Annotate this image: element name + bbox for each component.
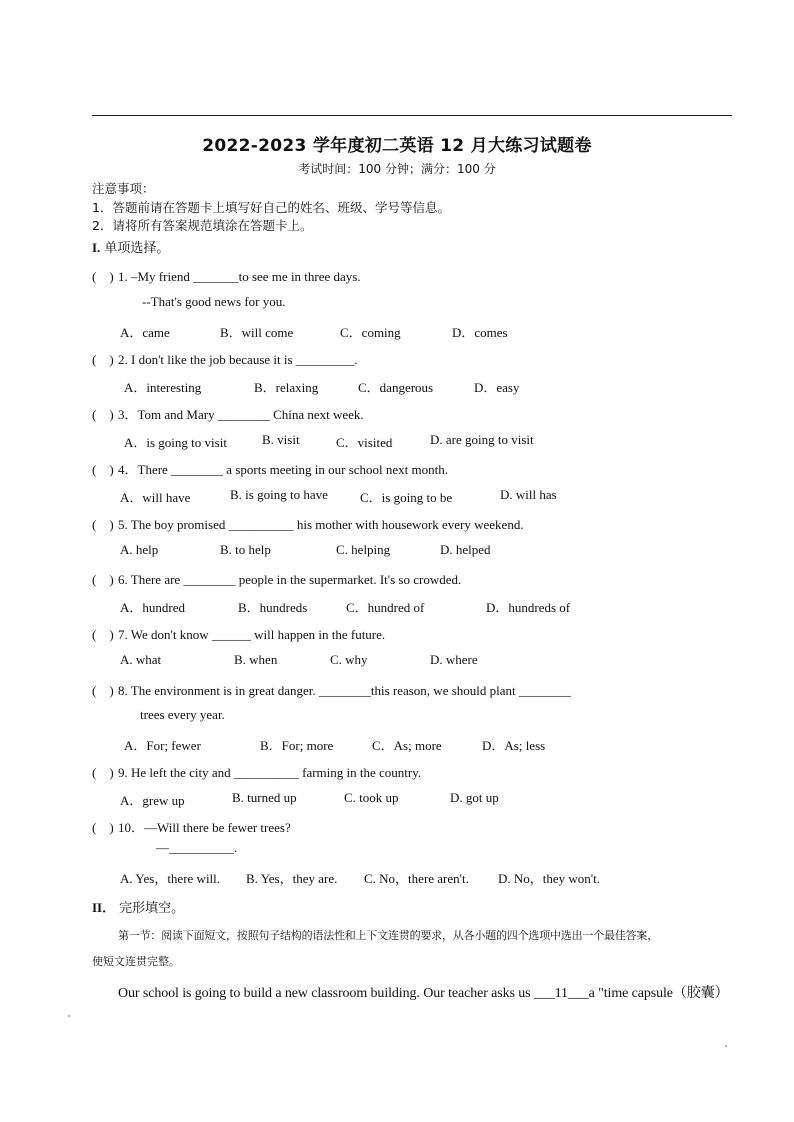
question-stem: 10．—Will there be fewer trees? [118, 820, 291, 835]
answer-bracket: ( ) [92, 683, 114, 698]
question-8 [92, 680, 571, 699]
answer-bracket: ( ) [92, 627, 114, 642]
question-10 [92, 817, 291, 836]
question-4-option-b: B. is going to have [230, 487, 328, 502]
question-2-option-b: B．relaxing [254, 380, 319, 395]
answer-bracket: ( ) [92, 517, 114, 532]
question-1 [92, 266, 361, 285]
question-6 [92, 569, 461, 588]
question-7-option-d: D. where [430, 652, 478, 667]
question-7-option-c: C. why [330, 652, 368, 667]
top-divider [92, 115, 732, 116]
question-10-option-b: B. Yes，they are. [246, 871, 338, 886]
question-1-option-c: C．coming [340, 325, 401, 340]
question-1-option-a: A．came [120, 325, 170, 340]
scan-speck [725, 1045, 727, 1047]
question-9-option-d: D. got up [450, 790, 499, 805]
question-3-option-a: A．is going to visit [124, 435, 227, 450]
question-4-option-d: D. will has [500, 487, 557, 502]
section-2-instruction-line-1: 第一节：阅读下面短文，按照句子结构的语法性和上下文连贯的要求，从各小题的四个选项中选出一个最佳答案， [118, 929, 658, 942]
section-2-number: II． [92, 900, 116, 915]
question-8-continuation: trees every year. [140, 707, 225, 722]
answer-bracket: ( ) [92, 269, 114, 284]
question-4 [92, 459, 448, 478]
question-2 [92, 349, 358, 368]
question-6-option-c: C．hundred of [346, 600, 425, 615]
question-9-option-c: C. took up [344, 790, 399, 805]
notes-label: 注意事项： [92, 181, 155, 196]
question-stem: 5. The boy promised __________ his mother with housework every weekend. [118, 517, 524, 532]
answer-bracket: ( ) [92, 407, 114, 422]
question-stem: 1. –My friend _______to see me in three days. [118, 269, 361, 284]
question-9-option-a: A．grew up [120, 793, 185, 808]
section-1-number: I. [92, 240, 101, 255]
section-1-title: 单项选择。 [104, 241, 170, 256]
section-2-title: 完形填空。 [119, 901, 185, 916]
question-4-option-a: A．will have [120, 490, 191, 505]
question-3 [92, 404, 364, 423]
question-10-option-d: D. No，they won't. [498, 871, 601, 886]
question-5 [92, 514, 524, 533]
question-7-option-a: A. what [120, 652, 162, 667]
section-2-heading [92, 897, 184, 916]
question-6-option-d: D．hundreds of [486, 600, 571, 615]
question-stem: 6. There are ________ people in the supermarket. It's so crowded. [118, 572, 462, 587]
question-5-option-d: D. helped [440, 542, 491, 557]
question-3-option-d: D. are going to visit [430, 432, 534, 447]
question-9-option-b: B. turned up [232, 790, 297, 805]
question-7-option-b: B. when [234, 652, 278, 667]
question-8-option-d: D．As; less [482, 738, 546, 753]
question-8-option-b: B．For; more [260, 738, 334, 753]
question-4-option-c: C．is going to be [360, 490, 453, 505]
question-2-option-c: C．dangerous [358, 380, 434, 395]
exam-time-info: 考试时间：100 分钟；满分：100 分 [298, 162, 496, 176]
question-8-option-a: A．For; fewer [124, 738, 201, 753]
question-stem: 3．Tom and Mary ________ China next week. [118, 407, 364, 422]
note-item-2: 2．请将所有答案规范填涂在答题卡上。 [92, 218, 313, 233]
question-1-option-b: B．will come [220, 325, 294, 340]
question-stem: 8. The environment is in great danger. ________this reason, we should plant ________ [118, 683, 571, 698]
question-stem: 2. I don't like the job because it is _________. [118, 352, 358, 367]
note-item-1: 1．答题前请在答题卡上填写好自己的姓名、班级、学号等信息。 [92, 200, 450, 215]
question-9 [92, 762, 421, 781]
question-stem: 9. He left the city and __________ farming in the country. [118, 765, 422, 780]
question-stem: 4．There ________ a sports meeting in our school next month. [118, 462, 449, 477]
question-6-option-b: B．hundreds [238, 600, 308, 615]
answer-bracket: ( ) [92, 352, 114, 367]
question-10-option-a: A. Yes，there will. [120, 871, 221, 886]
section-1-heading [92, 237, 169, 256]
answer-bracket: ( ) [92, 572, 114, 587]
question-10-option-c: C. No，there aren't. [364, 871, 469, 886]
question-3-option-c: C．visited [336, 435, 393, 450]
section-2-instruction-line-2: 使短文连贯完整。 [92, 955, 180, 968]
scan-speck [68, 1015, 70, 1017]
question-2-option-d: D．easy [474, 380, 520, 395]
question-5-option-c: C. helping [336, 542, 391, 557]
question-5-option-b: B. to help [220, 542, 271, 557]
question-1-reply: --That's good news for you. [142, 294, 286, 309]
question-7 [92, 624, 385, 643]
passage-line-1: Our school is going to build a new classroom building. Our teacher asks us ___11___a "time capsule（胶囊） [118, 986, 729, 1001]
question-8-option-c: C．As; more [372, 738, 442, 753]
question-stem: 7. We don't know ______ will happen in the future. [118, 627, 386, 642]
answer-bracket: ( ) [92, 765, 114, 780]
question-10-answer-blank: —__________. [156, 840, 238, 855]
question-3-option-b: B. visit [262, 432, 300, 447]
answer-bracket: ( ) [92, 462, 114, 477]
page-title: 2022-2023 学年度初二英语 12 月大练习试题卷 [202, 136, 592, 156]
question-6-option-a: A．hundred [120, 600, 185, 615]
question-1-option-d: D．comes [452, 325, 508, 340]
answer-bracket: ( ) [92, 820, 114, 835]
question-5-option-a: A. help [120, 542, 159, 557]
question-2-option-a: A．interesting [124, 380, 202, 395]
